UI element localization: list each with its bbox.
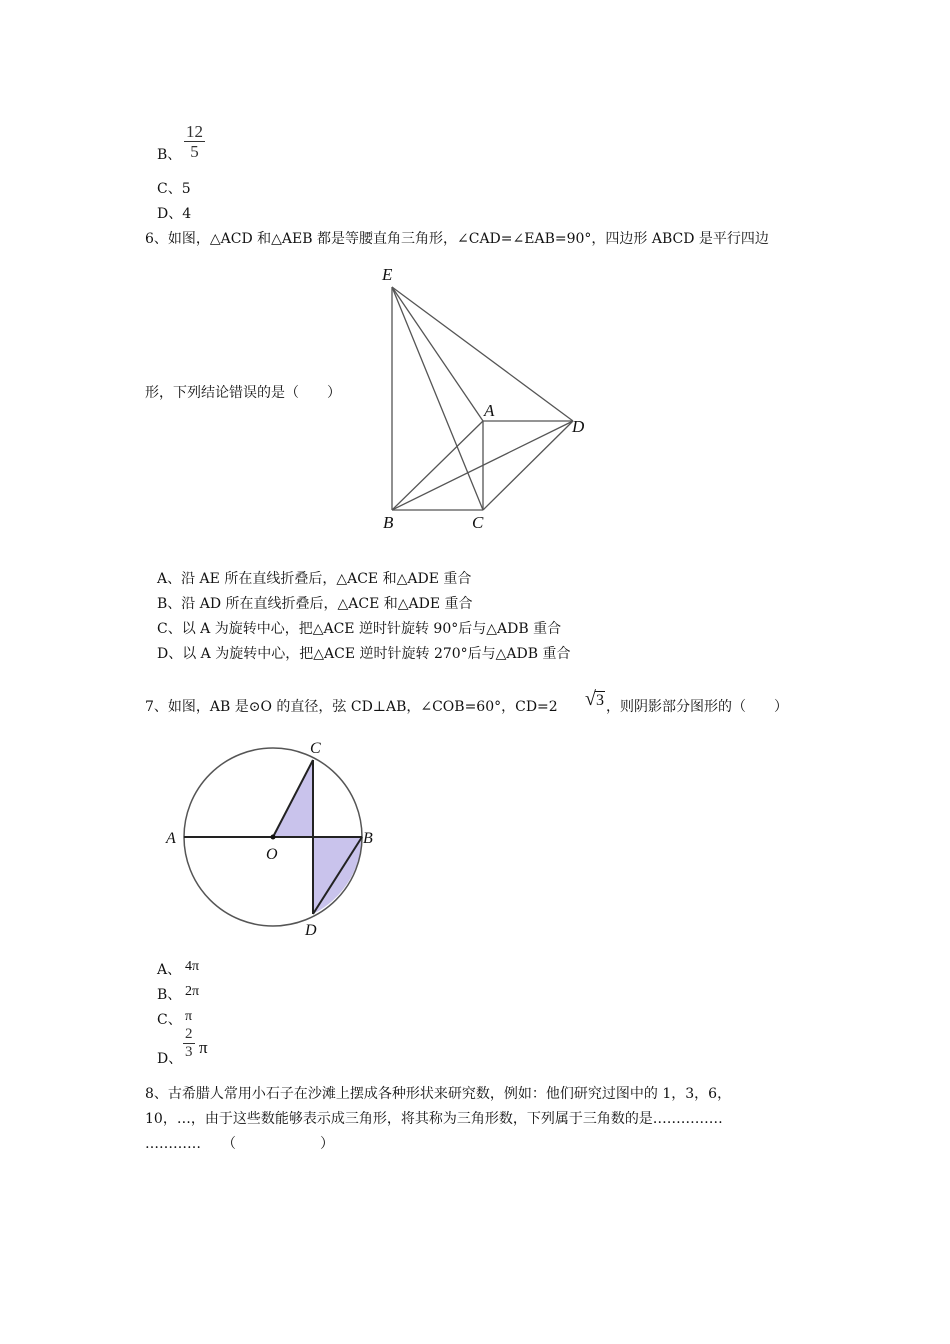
q6-option-b: B、沿 AD 所在直线折叠后，△ACE 和△ADE 重合 — [157, 596, 473, 612]
q7-option-d-pi: π — [199, 1038, 208, 1057]
q6-label-D: D — [572, 417, 585, 436]
q7-center-point — [271, 835, 276, 840]
q7-option-b-value: 2π — [185, 984, 200, 999]
q6-option-d: D、以 A 为旋转中心，把△ACE 逆时针旋转 270°后与△ADB 重合 — [157, 646, 571, 662]
q7-sqrt-radicand: 3 — [596, 692, 604, 709]
q6-stem-line1: 6、如图，△ACD 和△AEB 都是等腰直角三角形，∠CAD=∠EAB=90°，四边形 ABCD 是平行四边 — [145, 231, 769, 247]
q7-option-b-prefix: B、 — [157, 987, 182, 1003]
q7-option-a-value: 4π — [185, 959, 200, 974]
q5-option-b-fraction — [184, 123, 205, 160]
q7-option-d-numerator: 2 — [185, 1026, 193, 1042]
q8-line2: 10，…，由于这些数能够表示成三角形，将其称为三角形数，下列属于三角数的是…………… — [145, 1111, 723, 1127]
q6-label-C: C — [472, 513, 484, 532]
q7-option-d-fraction — [183, 1027, 195, 1060]
q6-label-E: E — [382, 265, 393, 284]
q5-option-c: C、5 — [157, 181, 191, 197]
q5-option-b-denominator: 5 — [190, 142, 199, 161]
q5-option-b-numerator: 12 — [186, 122, 203, 141]
q6-label-A: A — [484, 401, 495, 420]
q7-option-c-prefix: C、 — [157, 1012, 182, 1028]
q6-option-a: A、沿 AE 所在直线折叠后，△ACE 和△ADE 重合 — [157, 571, 472, 587]
q7-label-B: B — [363, 830, 373, 847]
q5-option-b-prefix: B、 — [157, 147, 182, 163]
q7-option-c-value: π — [185, 1009, 193, 1024]
q8-line3: ………… （ ） — [145, 1136, 334, 1152]
q6-option-c: C、以 A 为旋转中心，把△ACE 逆时针旋转 90°后与△ADB 重合 — [157, 621, 562, 637]
q6-edge-BA — [392, 421, 483, 510]
q7-option-d-denominator: 3 — [185, 1044, 193, 1060]
q7-option-d-prefix: D、 — [157, 1051, 183, 1067]
q7-stem-part1: 7、如图，AB 是⊙O 的直径，弦 CD⊥AB，∠COB=60°，CD=2 — [145, 699, 558, 715]
q7-stem-part2: ，则阴影部分图形的（ ） — [606, 699, 788, 715]
q7-label-D: D — [305, 922, 317, 939]
q7-option-a-prefix: A、 — [157, 962, 182, 978]
q6-edge-EA — [392, 287, 483, 421]
q7-sqrt-sign: √ — [585, 688, 596, 710]
q6-figure — [370, 260, 600, 540]
q8-line1: 8、古希腊人常用小石子在沙滩上摆成各种形状来研究数，例如：他们研究过图中的 1，3，6， — [145, 1086, 732, 1102]
q6-label-B: B — [383, 513, 394, 532]
q7-label-O: O — [266, 846, 278, 863]
q6-stem-line2: 形，下列结论错误的是（ ） — [145, 385, 341, 401]
q6-edge-DC — [483, 421, 573, 510]
q7-label-A: A — [166, 830, 176, 847]
q7-label-C: C — [310, 740, 321, 757]
q7-figure — [160, 735, 390, 945]
q5-option-d: D、4 — [157, 206, 192, 222]
